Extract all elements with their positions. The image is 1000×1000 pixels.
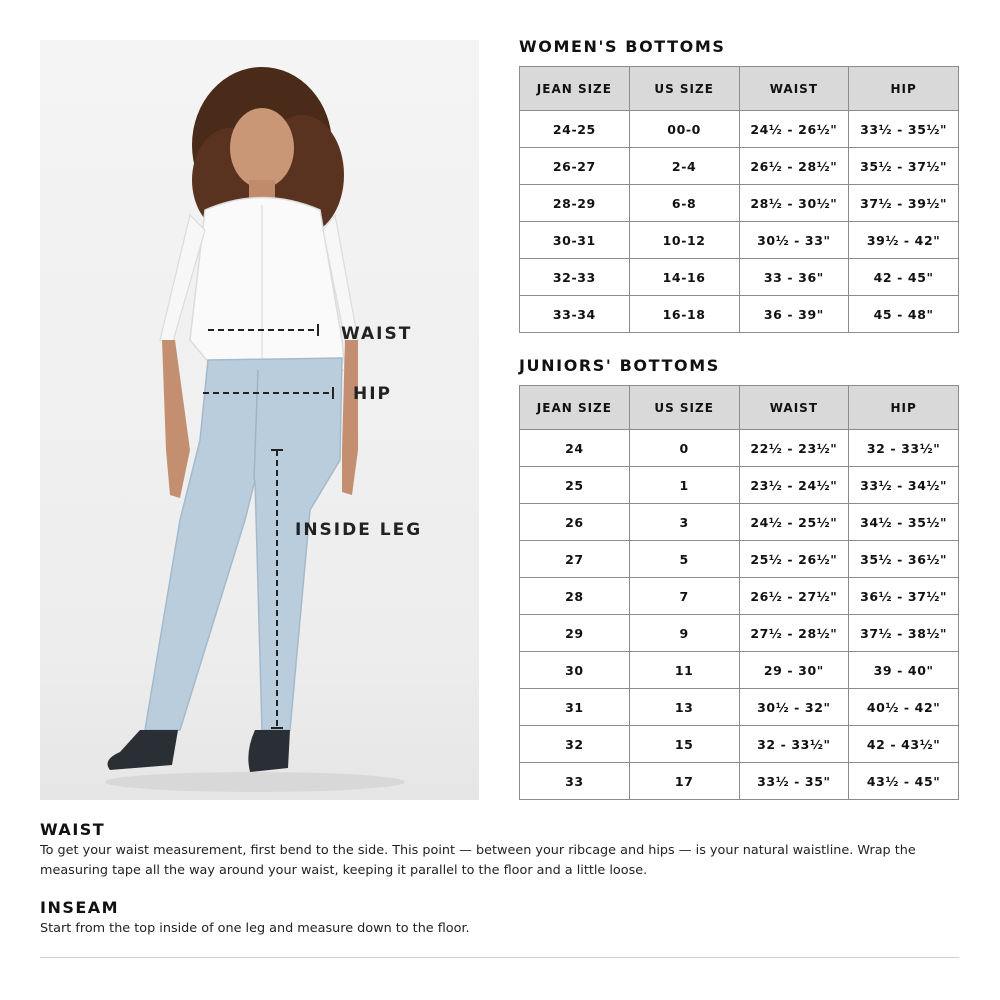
hip-cell: 40½ - 42" [849, 689, 959, 726]
table-row [520, 689, 959, 726]
hip-cell: 37½ - 39½" [849, 185, 959, 222]
jean-size-cell: 25 [520, 467, 630, 504]
hip-cell: 35½ - 36½" [849, 541, 959, 578]
jean-size-cell: 30-31 [520, 222, 630, 259]
model-illustration [40, 40, 479, 800]
waist-cell: 30½ - 32" [739, 689, 849, 726]
waist-cell: 30½ - 33" [739, 222, 849, 259]
header-us-size: US SIZE [629, 67, 739, 111]
table-row [520, 296, 959, 333]
us-size-cell: 5 [629, 541, 739, 578]
waist-cell: 32 - 33½" [739, 726, 849, 763]
juniors-size-table [519, 385, 959, 800]
jean-size-cell: 27 [520, 541, 630, 578]
header-hip: HIP [849, 386, 959, 430]
header-jean-size: JEAN SIZE [520, 67, 630, 111]
divider [40, 957, 959, 958]
us-size-cell: 00-0 [629, 111, 739, 148]
hip-cell: 36½ - 37½" [849, 578, 959, 615]
inside-leg-measure-label: INSIDE LEG [295, 520, 423, 540]
table-row [520, 467, 959, 504]
jean-size-cell: 31 [520, 689, 630, 726]
us-size-cell: 14-16 [629, 259, 739, 296]
waist-cell: 33 - 36" [739, 259, 849, 296]
table-row [520, 430, 959, 467]
us-size-cell: 2-4 [629, 148, 739, 185]
us-size-cell: 6-8 [629, 185, 739, 222]
jean-size-cell: 32-33 [520, 259, 630, 296]
us-size-cell: 11 [629, 652, 739, 689]
header-us-size: US SIZE [629, 386, 739, 430]
waist-info-text: To get your waist measurement, first bend to the side. This point — between your ribcage and hips — is your natural waistline. Wrap the measuring tape all the way around your waist, keeping it parallel to the floor and a little loose. [40, 843, 916, 878]
us-size-cell: 7 [629, 578, 739, 615]
table-row [520, 259, 959, 296]
us-size-cell: 10-12 [629, 222, 739, 259]
hip-cell: 37½ - 38½" [849, 615, 959, 652]
header-hip: HIP [849, 67, 959, 111]
jean-size-cell: 32 [520, 726, 630, 763]
model-photo [40, 40, 479, 800]
table-row [520, 185, 959, 222]
hip-cell: 45 - 48" [849, 296, 959, 333]
waist-cell: 26½ - 28½" [739, 148, 849, 185]
waist-cell: 26½ - 27½" [739, 578, 849, 615]
header-waist: WAIST [739, 67, 849, 111]
table-header-row [520, 386, 959, 430]
table-row [520, 222, 959, 259]
waist-cell: 24½ - 25½" [739, 504, 849, 541]
hip-cell: 43½ - 45" [849, 763, 959, 800]
jean-size-cell: 30 [520, 652, 630, 689]
inseam-info-title: INSEAM [40, 898, 120, 917]
table-row [520, 726, 959, 763]
hip-cell: 42 - 45" [849, 259, 959, 296]
juniors-bottoms-title: JUNIORS' BOTTOMS [519, 356, 720, 375]
jean-size-cell: 33 [520, 763, 630, 800]
header-waist: WAIST [739, 386, 849, 430]
table-row [520, 615, 959, 652]
hip-cell: 32 - 33½" [849, 430, 959, 467]
us-size-cell: 0 [629, 430, 739, 467]
table-row [520, 111, 959, 148]
waist-cell: 36 - 39" [739, 296, 849, 333]
jean-size-cell: 26-27 [520, 148, 630, 185]
table-header-row [520, 67, 959, 111]
us-size-cell: 13 [629, 689, 739, 726]
table-row [520, 652, 959, 689]
header-jean-size: JEAN SIZE [520, 386, 630, 430]
waist-cell: 22½ - 23½" [739, 430, 849, 467]
us-size-cell: 15 [629, 726, 739, 763]
womens-bottoms-title: WOMEN'S BOTTOMS [519, 37, 726, 56]
table-row [520, 148, 959, 185]
hip-cell: 42 - 43½" [849, 726, 959, 763]
waist-cell: 33½ - 35" [739, 763, 849, 800]
hip-cell: 33½ - 34½" [849, 467, 959, 504]
jean-size-cell: 28-29 [520, 185, 630, 222]
table-row [520, 504, 959, 541]
jean-size-cell: 24-25 [520, 111, 630, 148]
waist-measure-label: WAIST [341, 324, 413, 344]
waist-cell: 24½ - 26½" [739, 111, 849, 148]
us-size-cell: 1 [629, 467, 739, 504]
hip-cell: 39½ - 42" [849, 222, 959, 259]
us-size-cell: 3 [629, 504, 739, 541]
waist-cell: 23½ - 24½" [739, 467, 849, 504]
us-size-cell: 16-18 [629, 296, 739, 333]
inseam-info-text: Start from the top inside of one leg and measure down to the floor. [40, 921, 470, 936]
waist-cell: 29 - 30" [739, 652, 849, 689]
waist-cell: 27½ - 28½" [739, 615, 849, 652]
hip-cell: 35½ - 37½" [849, 148, 959, 185]
us-size-cell: 17 [629, 763, 739, 800]
jean-size-cell: 24 [520, 430, 630, 467]
table-row [520, 578, 959, 615]
waist-cell: 25½ - 26½" [739, 541, 849, 578]
hip-cell: 39 - 40" [849, 652, 959, 689]
hip-cell: 33½ - 35½" [849, 111, 959, 148]
hip-cell: 34½ - 35½" [849, 504, 959, 541]
hip-measure-label: HIP [353, 384, 393, 404]
jean-size-cell: 29 [520, 615, 630, 652]
table-row [520, 541, 959, 578]
jean-size-cell: 26 [520, 504, 630, 541]
jean-size-cell: 33-34 [520, 296, 630, 333]
waist-info-title: WAIST [40, 820, 106, 839]
waist-cell: 28½ - 30½" [739, 185, 849, 222]
jean-size-cell: 28 [520, 578, 630, 615]
womens-size-table [519, 66, 959, 333]
table-row [520, 763, 959, 800]
us-size-cell: 9 [629, 615, 739, 652]
